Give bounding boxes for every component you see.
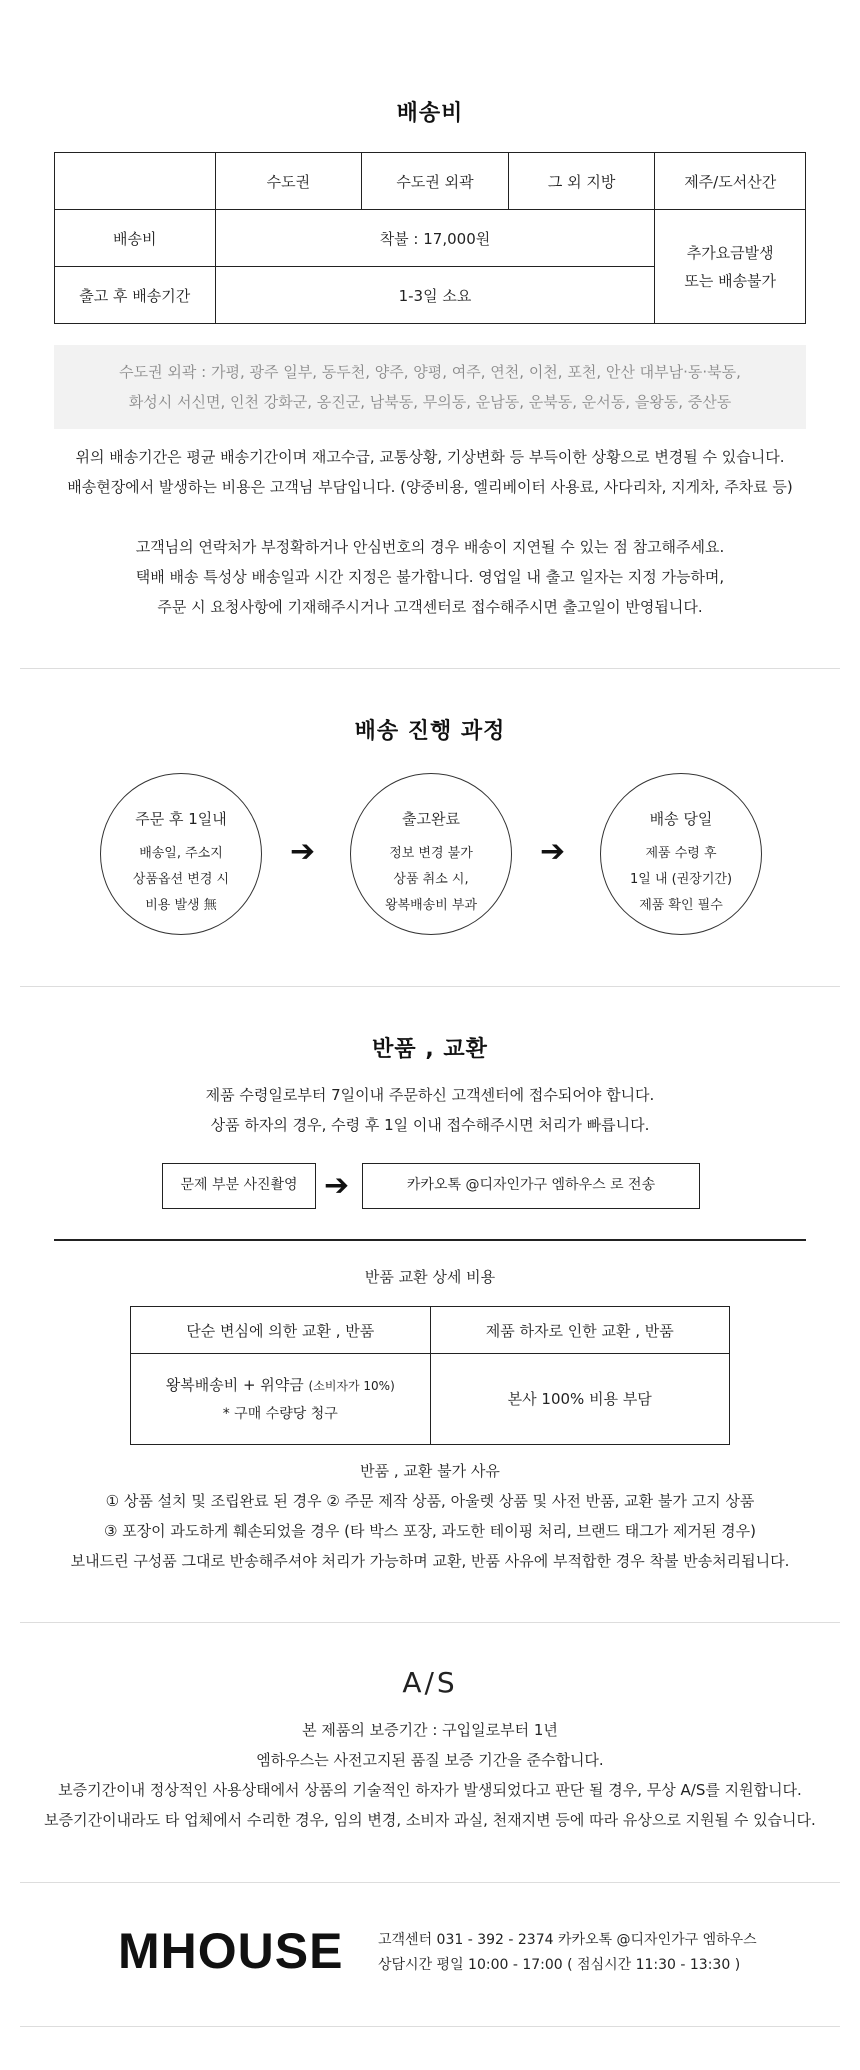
unable-line: ③ 포장이 과도하게 훼손되었을 경우 (타 박스 포장, 과도한 테이핑 처리, 브랜드 태그가 제거된 경우) (103, 1522, 757, 1540)
kakao-step-box: 카카오톡 @디자인가구 엠하우스 로 전송 (362, 1163, 700, 1209)
divider (20, 1622, 840, 1623)
divider (20, 986, 840, 987)
divider (20, 668, 840, 669)
note-line: 택배 배송 특성상 배송일과 시간 지정은 불가합니다. 영업일 내 출고 일자는 지정 가능하며, (135, 568, 725, 586)
note-line: 배송현장에서 발생하는 비용은 고객님 부담입니다. (양중비용, 엘리베이터 사용료, 사다리차, 지게차, 주차료 등) (67, 478, 793, 496)
step-line: 왕복배송비 부과 (384, 898, 478, 913)
as-title: A/S (402, 1666, 458, 1699)
area-line: 수도권 외곽 : 가평, 광주 일부, 동두천, 양주, 양평, 여주, 연천, 이천, 포천, 안산 대부남·동·북동, (119, 363, 741, 381)
shipping-title: 배송비 (396, 101, 464, 126)
returns-title: 반품 , 교환 (372, 1037, 488, 1062)
cost-title: 반품 교환 상세 비용 (364, 1268, 496, 1286)
arrow-right-icon: ➔ (540, 834, 566, 869)
extra-line: 또는 배송불가 (684, 271, 777, 290)
intro-line: 제품 수령일로부터 7일이내 주문하신 고객센터에 접수되어야 합니다. (205, 1086, 655, 1104)
cost-main: 왕복배송비 + 위약금 (165, 1375, 304, 1394)
note-line: 고객님의 연락처가 부정확하거나 안심번호의 경우 배송이 지연될 수 있는 점 참고해주세요. (135, 538, 725, 556)
step-line: 상품옵션 변경 시 (132, 872, 230, 887)
shipping-notes (0, 442, 860, 622)
note-line: 위의 배송기간은 평균 배송기간이며 재고수급, 교통상황, 기상변화 등 부득이한 상황으로 변경될 수 있습니다. (75, 448, 785, 466)
returns-intro (0, 1080, 860, 1140)
cost-sub: * 구매 수량당 청구 (222, 1405, 338, 1422)
shipping-table (54, 152, 806, 324)
as-line: 보증기간이내 정상적인 사용상태에서 상품의 기술적인 하자가 발생되었다고 판단 될 경우, 무상 A/S를 지원합니다. (58, 1781, 802, 1799)
unable-title: 반품 , 교환 불가 사유 (360, 1462, 500, 1480)
shipping-fee-value: 착불 : 17,000원 (215, 210, 655, 267)
shipping-fee-label: 배송비 (55, 210, 216, 267)
area-line: 화성시 서신면, 인천 강화군, 옹진군, 남북동, 무의동, 운남동, 운북동, 운서동, 을왕동, 중산동 (128, 393, 732, 411)
table-header-cell (55, 153, 216, 210)
mhouse-logo: MHOUSE (118, 1923, 344, 1979)
step-line: 제품 확인 필수 (639, 898, 723, 913)
step-line: 비용 발생 無 (145, 898, 217, 913)
process-step-1 (100, 773, 262, 935)
customer-center-info: 고객센터 031 - 392 - 2374 카카오톡 @디자인가구 엠하우스 (378, 1932, 757, 1948)
step-title: 주문 후 1일내 (135, 810, 227, 828)
unable-reasons (0, 1456, 860, 1576)
table-header-cell: 수도권 (215, 153, 362, 210)
arrow-right-icon: ➔ (290, 834, 316, 869)
step-line: 제품 수령 후 (645, 846, 717, 861)
suburban-area-note (54, 345, 806, 429)
cost-small: (소비자가 10%) (308, 1378, 395, 1393)
return-cost-table (130, 1306, 730, 1445)
unable-line: 보내드린 구성품 그대로 반송해주셔야 처리가 가능하며 교환, 반품 사유에 부적합한 경우 착불 반송처리됩니다. (70, 1552, 790, 1570)
business-hours-info: 상담시간 평일 10:00 - 17:00 ( 점심시간 11:30 - 13:30 ) (378, 1957, 741, 1973)
section-rule (54, 1239, 806, 1241)
as-line: 엠하우스는 사전고지된 품질 보증 기간을 준수합니다. (256, 1751, 604, 1769)
defect-cost: 본사 100% 비용 부담 (430, 1354, 730, 1445)
delivery-period-value: 1-3일 소요 (215, 267, 655, 324)
step-line: 1일 내 (권장기간) (629, 872, 733, 887)
extra-line: 추가요금발생 (686, 243, 774, 262)
delivery-period-label: 출고 후 배송기간 (55, 267, 216, 324)
simple-change-cost (131, 1354, 431, 1445)
step-title: 출고완료 (402, 810, 460, 828)
table-header-cell: 제품 하자로 인한 교환 , 반품 (430, 1307, 730, 1354)
table-header-cell: 수도권 외곽 (362, 153, 509, 210)
process-step-2 (350, 773, 512, 935)
note-line: 주문 시 요청사항에 기재해주시거나 고객센터로 접수해주시면 출고일이 반영됩니다. (157, 598, 703, 616)
step-line: 정보 변경 불가 (389, 846, 473, 861)
process-step-3 (600, 773, 762, 935)
as-line: 본 제품의 보증기간 : 구입일로부터 1년 (302, 1721, 558, 1739)
unable-line: ① 상품 설치 및 조립완료 된 경우 ② 주문 제작 상품, 아울렛 상품 및 사전 반품, 교환 불가 고지 상품 (105, 1492, 755, 1510)
divider (20, 2026, 840, 2027)
table-header-cell: 제주/도서산간 (655, 153, 806, 210)
arrow-right-icon: ➔ (324, 1168, 350, 1203)
table-header-cell: 단순 변심에 의한 교환 , 반품 (131, 1307, 431, 1354)
divider (20, 1882, 840, 1883)
as-line: 보증기간이내라도 타 업체에서 수리한 경우, 임의 변경, 소비자 과실, 천재지변 등에 따라 유상으로 지원될 수 있습니다. (44, 1811, 816, 1829)
step-line: 상품 취소 시, (393, 872, 469, 887)
photo-step-box: 문제 부분 사진촬영 (162, 1163, 316, 1209)
as-details (0, 1715, 860, 1835)
jeju-extra-cell (655, 210, 806, 324)
step-line: 배송일, 주소지 (139, 846, 223, 861)
table-header-cell: 그 외 지방 (508, 153, 655, 210)
step-title: 배송 당일 (649, 810, 713, 828)
process-title: 배송 진행 과정 (354, 719, 506, 744)
intro-line: 상품 하자의 경우, 수령 후 1일 이내 접수해주시면 처리가 빠릅니다. (210, 1116, 650, 1134)
